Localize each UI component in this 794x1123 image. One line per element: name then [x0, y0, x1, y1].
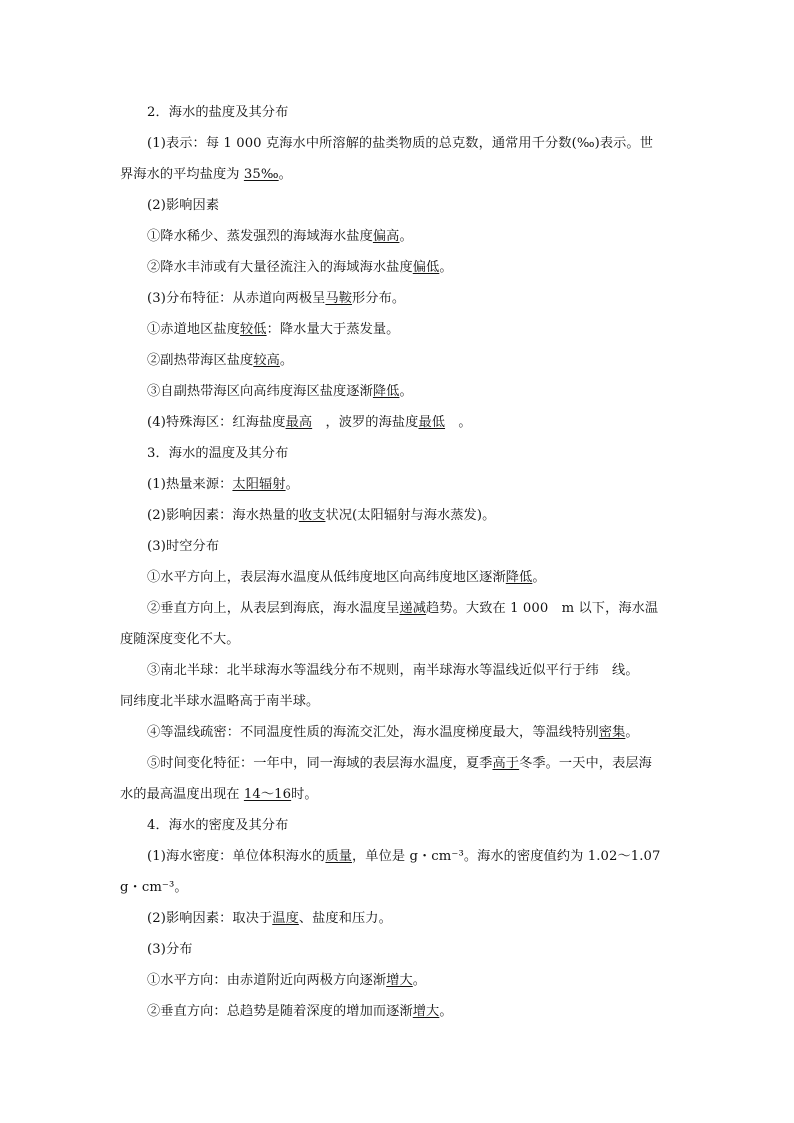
paragraph-line: 度随深度变化不大。: [120, 632, 240, 647]
fill-answer: 温度: [272, 911, 299, 926]
fill-answer: 增大: [386, 973, 413, 988]
paragraph-line: ③自副热带海区向高纬度海区盐度逐渐降低。: [147, 384, 413, 399]
fill-answer: 密集: [598, 725, 626, 740]
fill-answer: 递减: [399, 601, 427, 616]
heading-density: 4．海水的密度及其分布: [147, 818, 289, 833]
fill-answer: 高于: [492, 756, 520, 771]
paragraph-line: (3)时空分布: [147, 539, 220, 554]
fill-answer: 最高: [285, 415, 313, 430]
paragraph-line: 界海水的平均盐度为 35‰。: [120, 167, 292, 182]
paragraph-line: (2)影响因素：海水热量的收支状况(太阳辐射与海水蒸发)。: [147, 508, 496, 523]
fill-answer: 太阳辐射: [232, 477, 286, 492]
paragraph-line: ①水平方向：由赤道附近向两极方向逐渐增大。: [147, 973, 427, 988]
paragraph-line: ②垂直方向：总趋势是随着深度的增加而逐渐增大。: [147, 1004, 453, 1019]
paragraph-line: ②降水丰沛或有大量径流注入的海域海水盐度偏低。: [147, 260, 453, 275]
heading-salinity: 2．海水的盐度及其分布: [147, 105, 289, 120]
fill-answer: 增大: [412, 1004, 440, 1019]
paragraph-line: ①降水稀少、蒸发强烈的海域海水盐度偏高。: [147, 229, 413, 244]
fill-answer: 35‰: [243, 167, 279, 182]
paragraph-line: (1)热量来源：太阳辐射。: [147, 477, 299, 492]
paragraph-line: (4)特殊海区：红海盐度最高 ，波罗的海盐度最低 。: [147, 415, 472, 430]
paragraph-line: (1)海水密度：单位体积海水的质量，单位是 g・cm⁻³。海水的密度值约为 1.02～1.07: [147, 849, 661, 864]
paragraph-line: (3)分布特征：从赤道向两极呈马鞍形分布。: [147, 291, 406, 306]
paragraph-line: 同纬度北半球水温略高于南半球。: [120, 694, 320, 709]
paragraph-line: (2)影响因素: [147, 198, 220, 213]
paragraph-line: g・cm⁻³。: [120, 880, 188, 895]
paragraph-line: ④等温线疏密：不同温度性质的海流交汇处，海水温度梯度最大，等温线特别密集。: [147, 725, 639, 740]
fill-answer: 偏高: [372, 229, 400, 244]
paragraph-line: (2)影响因素：取决于温度、盐度和压力。: [147, 911, 392, 926]
fill-answer: 收支: [298, 508, 326, 523]
fill-answer: 较高: [253, 353, 280, 368]
fill-answer: 降低: [372, 384, 400, 399]
paragraph-line: ②副热带海区盐度较高。: [147, 353, 294, 368]
heading-temperature: 3．海水的温度及其分布: [147, 446, 289, 461]
paragraph-line: ②垂直方向上，从表层到海底，海水温度呈递减趋势。大致在 1 000 m 以下，海水温: [147, 601, 659, 616]
fill-answer: 14～16: [243, 787, 292, 802]
fill-answer: 较低: [240, 322, 267, 337]
paragraph-line: 水的最高温度出现在 14～16时。: [120, 787, 318, 802]
paragraph-line: ①水平方向上，表层海水温度从低纬度地区向高纬度地区逐渐降低。: [147, 570, 546, 585]
fill-answer: 偏低: [412, 260, 440, 275]
paragraph-line: (1)表示：每 1 000 克海水中所溶解的盐类物质的总克数，通常用千分数(‰)表示。世: [147, 136, 654, 151]
paragraph-line: ①赤道地区盐度较低：降水量大于蒸发量。: [147, 322, 400, 337]
paragraph-line: ⑤时间变化特征：一年中，同一海域的表层海水温度，夏季高于冬季。一天中，表层海: [147, 756, 652, 771]
fill-answer: 质量: [325, 849, 353, 864]
fill-answer: 降低: [505, 570, 533, 585]
paragraph-line: ③南北半球：北半球海水等温线分布不规则，南半球海水等温线近似平行于纬 线。: [147, 663, 639, 678]
paragraph-line: (3)分布: [147, 942, 193, 957]
fill-answer: 马鞍: [325, 291, 353, 306]
fill-answer: 最低: [418, 415, 446, 430]
